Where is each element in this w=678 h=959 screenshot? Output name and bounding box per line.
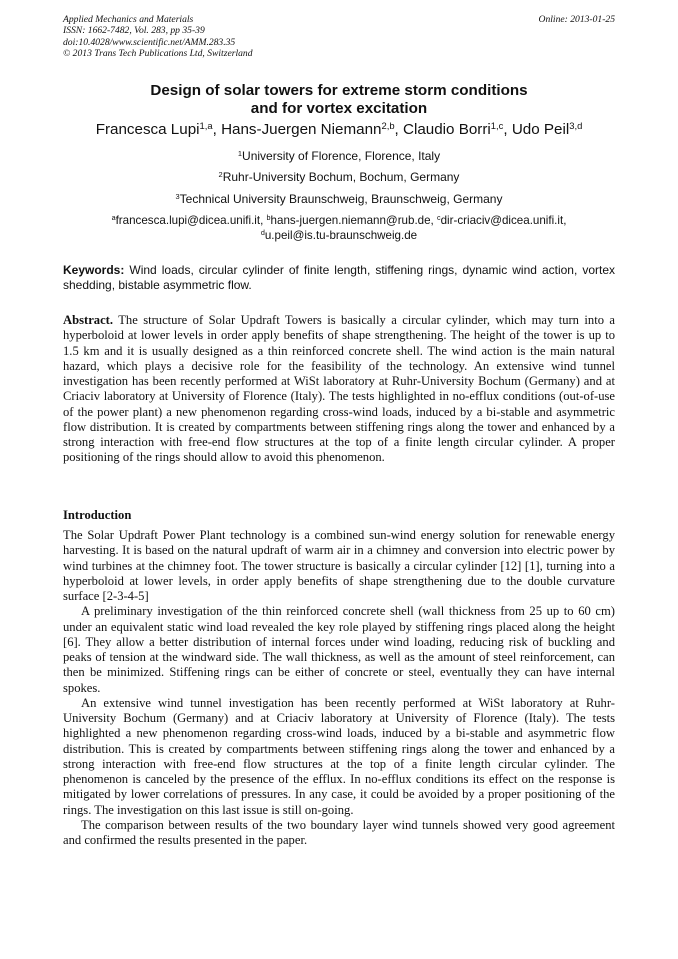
journal-name: Applied Mechanics and Materials — [63, 14, 194, 25]
email-link[interactable]: hans-juergen.niemann@rub.de, — [270, 214, 438, 227]
publication-info — [63, 14, 253, 60]
introduction-body — [63, 528, 615, 848]
author: Claudio Borri$^{1,c}$ — [403, 119, 504, 138]
keywords-label: Keywords: — [63, 263, 125, 277]
keywords — [63, 263, 615, 292]
keywords-text: Wind loads, circular cylinder of finite length, stiffening rings, dynamic wind action, vortex shedding, bistable asymmetric flow. — [63, 263, 615, 292]
copyright-line: © 2013 Trans Tech Publications Ltd, Switzerland — [63, 48, 253, 60]
abstract-label: Abstract. — [63, 313, 114, 327]
author-list: Francesca Lupi$^{1,a}$, Hans-Juergen Niemann$^{2,b}$, Claudio Borri$^{1,c}$, Udo Peil$^{3,d}$ — [95, 119, 583, 138]
paragraph: An extensive wind tunnel investigation has been recently performed at WiSt laboratory at Ruhr-University Bochum (Germany) and at Criaciv laboratory at University of Florence (Italy). The tests highlighted a new phenomenon regarding cross-wind loads, induced by a bi-stable and asymmetric flow distribution. This is created by compartments between stiffening rings along the tower and enhanced by a strong interaction with free-end flow structures at the top of a finite length circular cylinder. The phenomenon is canceled by the presence of the efflux. In no-efflux conditions its effect on the response is mitigated by lower correlations of pressures. In any case, it could be avoided by a proper positioning of the rings. The investigation on this last issue is still on-going. — [63, 695, 615, 817]
author: Francesca Lupi$^{1,a}$ — [95, 119, 213, 138]
author: Udo Peil$^{3,d}$ — [511, 119, 583, 138]
title-line-2: and for vortex excitation — [250, 99, 428, 117]
author: Hans-Juergen Niemann$^{2,b}$ — [221, 119, 395, 138]
email-link[interactable]: dir-criaciv@dicea.unifi.it, — [440, 214, 567, 227]
section-heading-introduction: Introduction — [63, 508, 132, 522]
doi-line: doi:10.4028/www.scientific.net/AMM.283.35 — [63, 36, 236, 48]
paragraph: The comparison between results of the two boundary layer wind tunnels showed very good agreement and confirmed the results presented in the paper. — [63, 817, 615, 847]
paragraph: The Solar Updraft Power Plant technology is a combined sun-wind energy solution for renewable energy harvesting. It is based on the natural updraft of warm air in a chimney and conversion into electric power by wind turbines at the chimney foot. The tower structure is basically a circular cylinder [12] [1], turning into a hyperboloid at lower levels, in order apply benefits of shape strengthening due to the double curvature surface [2-3-4-5] — [63, 528, 615, 603]
email-link[interactable]: u.peil@is.tu-braunschweig.de — [264, 228, 418, 242]
issn-line: ISSN: 1662-7482, Vol. 283, pp 35-39 — [63, 25, 205, 37]
title-line-1: Design of solar towers for extreme storm conditions — [150, 82, 528, 99]
email-link[interactable]: francesca.lupi@dicea.unifi.it, — [115, 214, 267, 227]
abstract-text: The structure of Solar Updraft Towers is basically a circular cylinder, which may turn into a hyperboloid at lower levels in order apply benefits of shape strengthening. The height of the tower is up to 1.5 km and it is usually designed as a thin reinforced concrete shell. The wind action is the main natural hazard, which plays a decisive role for the feasibility of the technology. An extensive wind tunnel investigation has been recently performed at WiSt laboratory at Ruhr-University Bochum (Germany) and at Criaciv laboratory at University of Florence (Italy). The tests highlighted in no-efflux conditions (out-of-use of the power plant) a new phenomenon regarding cross-wind loads, induced by a bi-stable and asymmetric flow distribution. It is created by compartments between stiffening rings along the tower and enhanced by a strong interaction with free-end flow structures at the top of a finite length circular cylinder. A proper positioning of the rings should allow to avoid this phenomenon. — [63, 313, 615, 465]
online-date: Online: 2013-01-25 — [538, 14, 615, 25]
paragraph: A preliminary investigation of the thin reinforced concrete shell (wall thickness from 25 up to 60 cm) under an equivalent static wind load revealed the key role played by stiffening rings placed along the height [6]. They allow a better distribution of internal forces under wind loading, reducing risk of buckling and peaks of tension at the windward side. The wall thickness, as well as the amount of steel reinforcement, can then be minimized. Stiffening rings can be either of concrete or steel, eventually they can have internal spokes. — [63, 604, 615, 695]
affiliation: $^1$University of Florence, Florence, Italy — [237, 148, 441, 163]
affiliation: $^2$Ruhr-University Bochum, Bochum, Germany — [218, 169, 460, 184]
paper-title — [0, 82, 678, 117]
affiliation: $^3$Technical University Braunschweig, Braunschweig, Germany — [175, 191, 503, 206]
abstract — [63, 313, 615, 466]
author-emails: $^a$francesca.lupi@dicea.unifi.it, $^b$hans-juergen.niemann@rub.de, $^c$dir-criaciv@dicea.unifi.it, $^d$u.peil@is.tu-braunschweig.de — [111, 213, 567, 242]
